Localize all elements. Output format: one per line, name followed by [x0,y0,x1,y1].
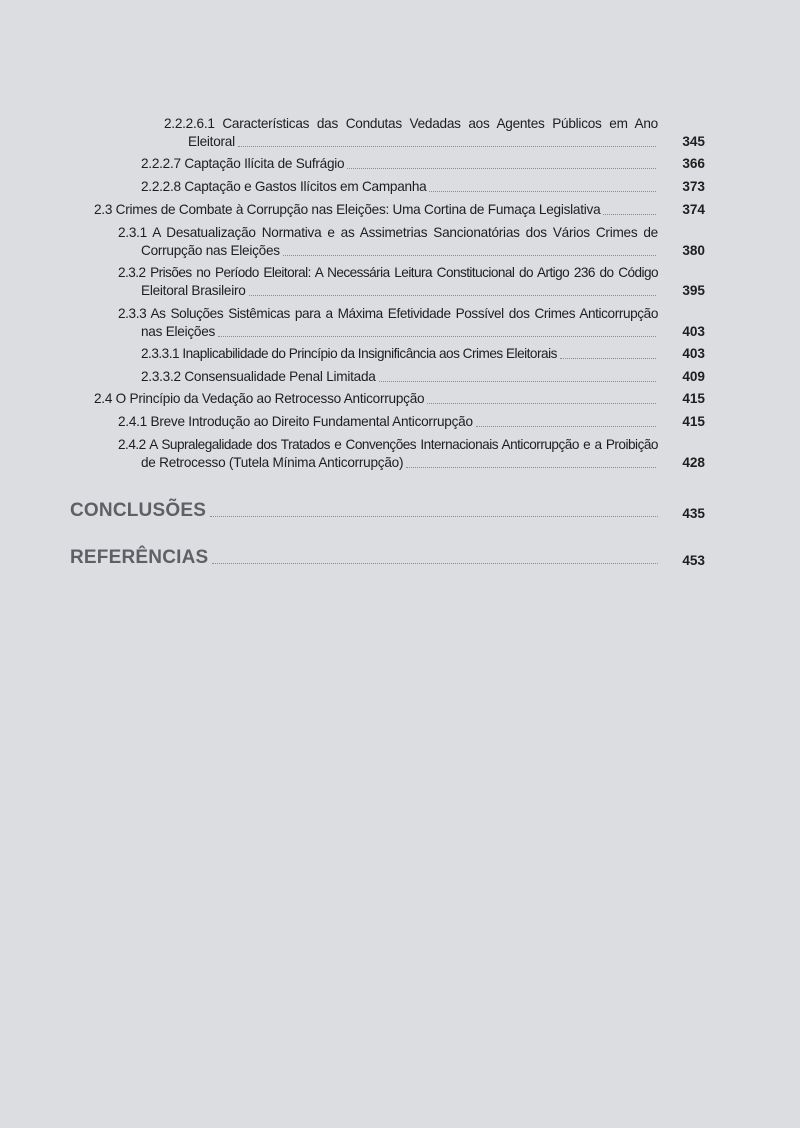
dot-leader [427,403,656,404]
dot-leader [212,563,658,564]
toc-entry-title: 2.4 O Princípio da Vedação ao Retrocesso Anticorrupção [94,391,425,406]
dot-leader [429,191,656,192]
toc-page-number: 453 [682,553,705,568]
dot-leader [347,168,656,169]
toc-entry-title: 2.4.2 A Supralegalidade dos Tratados e Convenções Internacionais Anticorrupção e a Proibição [118,437,658,452]
toc-entry-title-cont: Corrupção nas Eleições [141,243,280,258]
toc-entry-title: 2.3.3.2 Consensualidade Penal Limitada [141,369,376,384]
toc-entry[interactable] [118,436,658,472]
dot-leader [218,336,656,337]
toc-entry[interactable] [164,115,658,151]
toc-entry-title: 2.2.2.7 Captação Ilícita de Sufrágio [141,156,345,171]
toc-entry[interactable] [141,345,658,363]
toc-entry-title: 2.2.2.6.1 Características das Condutas Vedadas aos Agentes Públicos em Ano [164,116,658,131]
dot-leader [238,146,656,147]
toc-entry[interactable] [141,155,658,173]
dot-leader [406,467,656,468]
toc-page-number: 395 [682,283,705,298]
toc-page-number: 403 [682,346,705,361]
toc-entry-title: 2.3 Crimes de Combate à Corrupção nas Eleições: Uma Cortina de Fumaça Legislativa [94,202,601,217]
toc-entry-title: 2.3.2 Prisões no Período Eleitoral: A Necessária Leitura Constitucional do Artigo 236 do Código [118,265,658,280]
dot-leader [560,358,656,359]
toc-entry-title-cont: nas Eleições [141,324,216,339]
toc-entry[interactable] [141,368,658,386]
dot-leader [210,516,658,517]
toc-entry[interactable] [118,224,658,260]
toc-entry-title: 2.4.1 Breve Introdução ao Direito Fundamental Anticorrupção [118,414,473,429]
toc-entry[interactable] [141,178,658,196]
dot-leader [283,255,656,256]
toc-page-number: 435 [682,506,705,521]
toc-page-number: 373 [682,179,705,194]
toc-section-title: CONCLUSÕES [70,500,207,521]
toc-page-number: 428 [682,455,705,470]
toc-entry-title: 2.3.3.1 Inaplicabilidade do Princípio da Insignificância aos Crimes Eleitorais [141,346,557,361]
toc-page-number: 409 [682,369,705,384]
toc-page-number: 380 [682,243,705,258]
toc-entry[interactable] [94,390,658,408]
toc-entry-title: 2.3.1 A Desatualização Normativa e as Assimetrias Sancionatórias dos Vários Crimes de [118,225,658,240]
toc-page-number: 403 [682,324,705,339]
toc-entry[interactable] [118,305,658,341]
toc-page-number: 415 [682,391,705,406]
toc-page-number: 374 [682,202,705,217]
dot-leader [249,295,656,296]
toc-entry-title-cont: Eleitoral Brasileiro [141,283,246,298]
toc-entry-title-cont: de Retrocesso (Tutela Mínima Anticorrupção) [141,455,404,470]
toc-entry-title: 2.2.2.8 Captação e Gastos Ilícitos em Campanha [141,179,427,194]
toc-entry-title: 2.3.3 As Soluções Sistêmicas para a Máxima Efetividade Possível dos Crimes Anticorrupção [118,306,658,321]
toc-page-number: 345 [682,134,705,149]
toc-section-title: REFERÊNCIAS [70,547,209,568]
toc-entry[interactable] [118,413,658,431]
dot-leader [379,381,656,382]
toc-entry-title-cont: Eleitoral [188,134,235,149]
toc-entry[interactable] [118,264,658,300]
toc-section-referencias[interactable] [70,547,658,569]
toc-page-number: 415 [682,414,705,429]
toc-entry[interactable] [94,201,658,219]
dot-leader [476,426,656,427]
toc-page-number: 366 [682,156,705,171]
toc-section-conclusoes[interactable] [70,500,658,522]
dot-leader [603,214,656,215]
